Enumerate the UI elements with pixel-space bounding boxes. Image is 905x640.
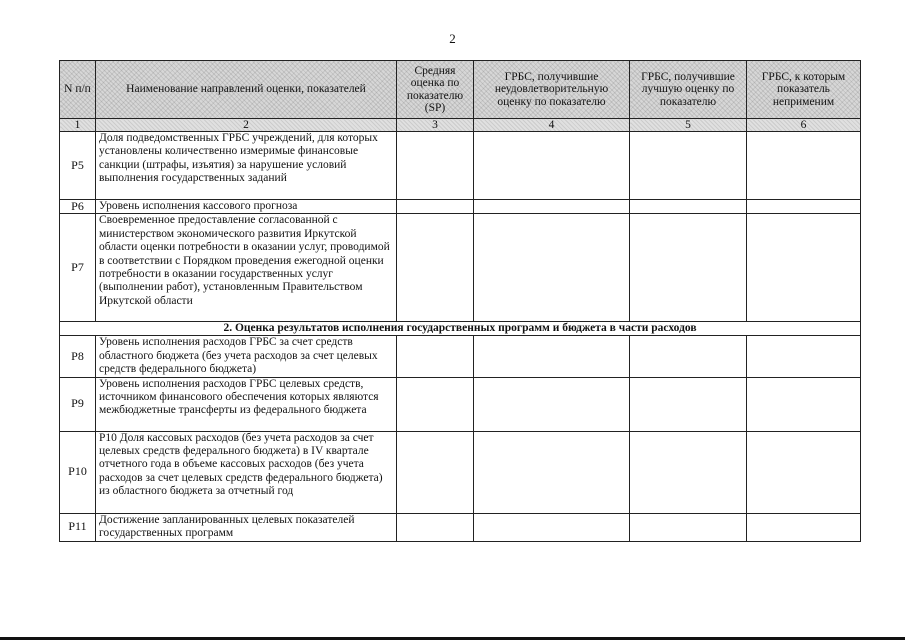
empty-cell [474, 200, 630, 214]
empty-cell [474, 431, 630, 513]
column-number: 6 [747, 119, 861, 132]
evaluation-table [59, 60, 861, 542]
row-text: Достижение запланированных целевых показателей государственных программ [96, 513, 397, 541]
empty-cell [630, 513, 747, 541]
table-row [60, 200, 861, 214]
empty-cell [474, 513, 630, 541]
row-code: P10 [60, 431, 96, 513]
column-number: 2 [96, 119, 397, 132]
table-row [60, 513, 861, 541]
row-code: P8 [60, 336, 96, 377]
table-row [60, 214, 861, 322]
section-row [60, 322, 861, 336]
row-text: P10 Доля кассовых расходов (без учета расходов за счет целевых средств федерального бюджета) в IV квартале отчетного года в объеме кассовых расходов (без учета расходов за счет целевых средств федерального бюджета) из областного бюджета за отчетный год [96, 431, 397, 513]
empty-cell [397, 431, 474, 513]
empty-cell [474, 377, 630, 431]
column-number-row [60, 119, 861, 132]
row-code: P5 [60, 132, 96, 200]
empty-cell [397, 214, 474, 322]
row-text: Уровень исполнения кассового прогноза [96, 200, 397, 214]
empty-cell [747, 431, 861, 513]
row-code: P7 [60, 214, 96, 322]
header-average-score: Средняя оценка по показателю (SP) [397, 61, 474, 119]
empty-cell [630, 214, 747, 322]
page-number: 2 [449, 31, 456, 46]
empty-cell [474, 214, 630, 322]
empty-cell [397, 513, 474, 541]
empty-cell [747, 513, 861, 541]
table-row [60, 336, 861, 377]
empty-cell [474, 132, 630, 200]
empty-cell [630, 200, 747, 214]
header-not-applicable: ГРБС, к которым показатель неприменим [747, 61, 861, 119]
row-code: P6 [60, 200, 96, 214]
row-text: Уровень исполнения расходов ГРБС за счет средств областного бюджета (без учета расходов за счет целевых средств федерального бюджета) [96, 336, 397, 377]
section-heading: 2. Оценка результатов исполнения государственных программ и бюджета в части расходов [60, 322, 861, 336]
header-row [60, 61, 861, 119]
table-row [60, 132, 861, 200]
row-code: P11 [60, 513, 96, 541]
row-code: P9 [60, 377, 96, 431]
empty-cell [747, 214, 861, 322]
column-number: 3 [397, 119, 474, 132]
header-unsatisfactory: ГРБС, получившие неудовлетворительную оценку по показателю [474, 61, 630, 119]
empty-cell [630, 431, 747, 513]
empty-cell [397, 200, 474, 214]
empty-cell [747, 336, 861, 377]
empty-cell [630, 132, 747, 200]
empty-cell [630, 377, 747, 431]
header-number: N п/п [60, 61, 96, 119]
table-row [60, 377, 861, 431]
empty-cell [397, 132, 474, 200]
empty-cell [747, 200, 861, 214]
header-indicator-name: Наименование направлений оценки, показателей [96, 61, 397, 119]
column-number: 4 [474, 119, 630, 132]
empty-cell [397, 336, 474, 377]
empty-cell [747, 377, 861, 431]
empty-cell [630, 336, 747, 377]
column-number: 5 [630, 119, 747, 132]
empty-cell [474, 336, 630, 377]
row-text: Доля подведомственных ГРБС учреждений, для которых установлены количественно измеримые финансовые санкции (штрафы, изъятия) за нарушение условий выполнения государственных заданий [96, 132, 397, 200]
empty-cell [397, 377, 474, 431]
row-text: Своевременное предоставление согласованной с министерством экономического развития Иркутской области оценки потребности в оказании услуг, проводимой в соответствии с Порядком проведения ежегодной оценки потребности в оказании государственных услуг (выполнении работ), установленным Правительством Иркутской области [96, 214, 397, 322]
row-text: Уровень исполнения расходов ГРБС целевых средств, источником финансового обеспечения которых являются межбюджетные трансферты из федерального бюджета [96, 377, 397, 431]
header-best-score: ГРБС, получившие лучшую оценку по показателю [630, 61, 747, 119]
column-number: 1 [60, 119, 96, 132]
empty-cell [747, 132, 861, 200]
table-row [60, 431, 861, 513]
